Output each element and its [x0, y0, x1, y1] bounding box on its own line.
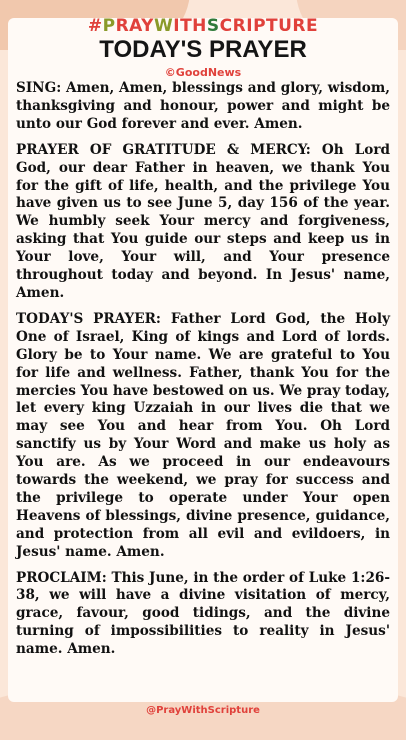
hashtag-part: # — [87, 16, 103, 36]
page-title: TODAY'S PRAYER — [99, 36, 307, 63]
hashtag-part: ITH — [173, 16, 207, 36]
sing-paragraph: SING: Amen, Amen, blessings and glory, wisdom, thanksgiving and honour, power and might be unto our God forever and ever. Amen. — [16, 80, 390, 132]
proclaim-paragraph: PROCLAIM: This June, in the order of Luke 1:26-38, we will have a divine visitation of mercy, grace, favour, good tidings, and the divine turning of impossibilities to reality in Jesus' name. Amen. — [16, 569, 390, 658]
hashtag-part: RAY — [115, 16, 154, 36]
hashtag-part: CRIPTURE — [219, 16, 319, 36]
footer-handle: @PrayWithScripture — [146, 705, 260, 716]
header — [0, 16, 406, 79]
copyright-label: ©GoodNews — [164, 66, 242, 79]
hashtag-part: S — [206, 16, 220, 36]
hashtag-part: P — [102, 16, 116, 36]
hashtag-part: W — [154, 16, 174, 36]
prayer-body — [16, 80, 390, 659]
hashtag-title — [0, 16, 406, 36]
gratitude-paragraph: PRAYER OF GRATITUDE & MERCY: Oh Lord God, our dear Father in heaven, we thank You for the gift of life, health, and the privilege You have given us to see June 5, day 156 of the year. We humbly seek Your mercy and forgiveness, asking that You guide our steps and keep us in Your love, Your will, and Your presence throughout today and beyond. In Jesus' name, Amen. — [16, 141, 390, 301]
todays-prayer-paragraph: TODAY'S PRAYER: Father Lord God, the Holy One of Israel, King of kings and Lord of lords. Glory be to Your name. We are grateful to You for life and wellness. Father, thank You for the mercies You have bestowed on us. We pray today, let every king Uzzaiah in our lives die that we may see You and hear from You. Oh Lord sanctify us by Your Word and make us holy as You are. As we proceed in our endeavours towards the weekend, we pray for success and the privilege to operate under Your open Heavens of blessings, divine presence, guidance, and protection from all evil and evildoers, in Jesus' name. Amen. — [16, 310, 390, 560]
